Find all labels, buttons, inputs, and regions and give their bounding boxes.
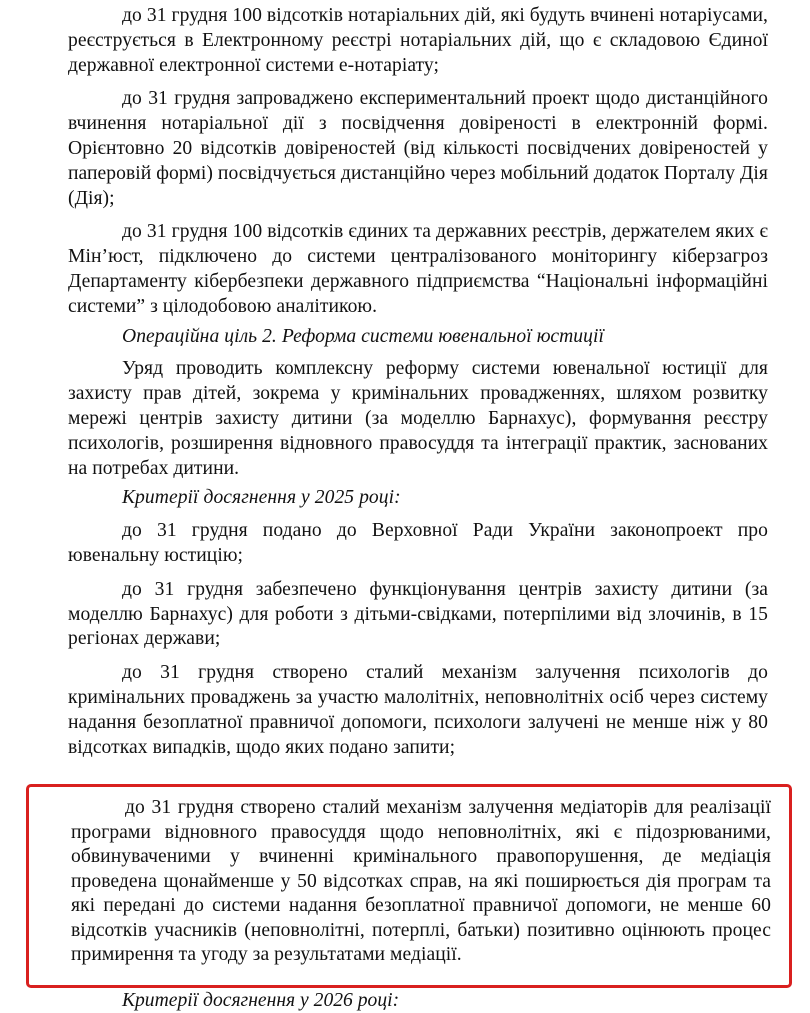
paragraph-notarial-actions: до 31 грудня 100 відсотків нотаріальних дій, які будуть вчинені нотаріусами, реєструється в Електронному реєстрі нотаріальних дій, що є складовою Єдиної державної електронної системи е-нотаріату;: [68, 5, 768, 76]
criteria-heading-2025: Критерії досягнення у 2025 році:: [122, 487, 401, 509]
paragraph-registries-monitoring: до 31 грудня 100 відсотків єдиних та державних реєстрів, держателем яких є Мін’юст, підключено до системи централізованого моніторингу кіберзагроз Департаменту кібербезпеки державного підприємства “Національні інформаційні системи” з цілодобовою аналітикою.: [68, 221, 768, 317]
paragraph-psychologists: до 31 грудня створено сталий механізм залучення психологів до кримінальних проваджень за участю малолітніх, неповнолітніх осіб через систему надання безоплатної правничої допомоги, психологи залучені не менше ніж у 80 відсотках випадків, щодо яких подано запити;: [68, 662, 768, 758]
paragraph-barnahus-centers: до 31 грудня забезпечено функціонування центрів захисту дитини (за моделлю Барнахус) для роботи з дітьми-свідками, потерпілими від злочинів, в 15 регіонах держави;: [68, 578, 768, 650]
highlighted-paragraph-mediators: до 31 грудня створено сталий механізм залучення медіаторів для реалізації програми відновного правосуддя щодо неповнолітніх, які є підозрюваними, обвинуваченими у вчиненні кримінального правопорушення, де медіація проведена щонайменше у 50 відсотках справ, на які поширюється дія програм та які передані до системи надання безоплатної правничої допомоги, не менше 60 відсотків учасників (неповнолітні, потерплі, батьки) позитивно оцінюють процес примирення та угоду за результатами медіації.: [71, 797, 771, 965]
section-heading-juvenile-justice: Операційна ціль 2. Реформа системи ювенальної юстиції: [122, 325, 604, 347]
paragraph-draft-law: до 31 грудня подано до Верховної Ради України законопроект про ювенальну юстицію;: [68, 520, 768, 566]
paragraph-juvenile-reform: Уряд проводить комплексну реформу системи ювенальної юстиції для захисту прав дітей, зокрема у кримінальних провадженнях, шляхом розвитку мережі центрів захисту дитини (за моделлю Барнахус), формування реєстру психологів, розширення відновного правосуддя та інтеграції практик, заснованих на потребах дитини.: [68, 358, 768, 479]
highlight-box: [26, 784, 792, 988]
document-body: [68, 4, 768, 770]
paragraph-remote-power-of-attorney: до 31 грудня запроваджено експериментальний проект щодо дистанційного вчинення нотаріальної дії з посвідчення довіреності в електронній формі. Орієнтовно 20 відсотків довіреностей (від кількості посвідчених довіреностей у паперовій формі) посвідчується дистанційно через мобільний додаток Порталу Дія (Дія);: [68, 88, 768, 209]
cutoff-heading-2026: Критерії досягнення у 2026 році:: [122, 990, 400, 1011]
